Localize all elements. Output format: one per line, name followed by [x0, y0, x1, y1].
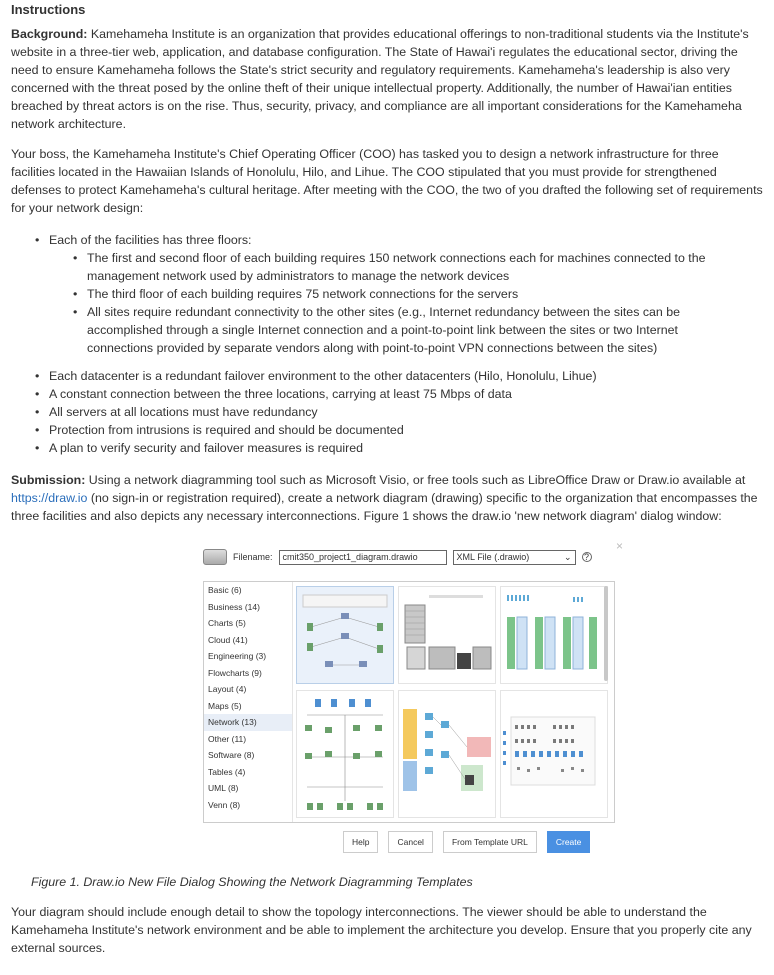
dialog-buttons — [343, 831, 590, 853]
category-item[interactable]: Basic (6) — [208, 585, 242, 595]
instructions-page — [0, 2, 774, 957]
list-item: • A constant connection between the three locations, carrying at least 75 Mbps of data — [11, 385, 763, 403]
submission-text: Using a network diagramming tool such as Microsoft Visio, or free tools such as LibreOffice Draw or Draw.io available at — [85, 473, 746, 487]
category-item[interactable]: Business (14) — [208, 601, 260, 612]
category-item[interactable]: Engineering (3) — [208, 651, 267, 661]
category-item[interactable]: Maps (5) — [208, 700, 242, 711]
template-thumbnails — [294, 582, 610, 822]
drive-icon — [203, 549, 227, 565]
create-button[interactable]: Create — [547, 831, 591, 853]
template-thumbnail-selected[interactable] — [296, 586, 394, 684]
category-item[interactable]: Flowcharts (9) — [208, 667, 262, 678]
category-item[interactable]: Software (8) — [208, 750, 255, 760]
figure-caption: Figure 1. Draw.io New File Dialog Showing the Network Diagramming Templates — [31, 875, 473, 889]
template-thumbnail[interactable] — [398, 586, 496, 684]
dialog-header — [203, 547, 623, 567]
scrollbar[interactable] — [604, 586, 608, 681]
template-browser — [203, 581, 615, 823]
template-thumbnail[interactable] — [398, 690, 496, 818]
filetype-value: XML File (.drawio) — [456, 551, 530, 562]
category-item[interactable]: Layout (4) — [208, 684, 247, 694]
from-template-url-button[interactable]: From Template URL — [443, 831, 537, 853]
template-thumbnail[interactable] — [500, 690, 608, 818]
submission-paragraph — [11, 471, 763, 525]
requirement-text: Each of the facilities has three floors: — [49, 233, 252, 247]
requirement-floors — [11, 231, 763, 249]
list-item: • The first and second floor of each building requires 150 network connections each for machines connected to the management network used by administrators to manage the network devices — [49, 249, 743, 285]
close-icon[interactable]: × — [615, 539, 623, 553]
list-item: • Protection from intrusions is required and should be documented — [11, 421, 763, 439]
template-thumbnail[interactable] — [500, 586, 608, 684]
list-item: • All servers at all locations must have redundancy — [11, 403, 763, 421]
list-item: • Each datacenter is a redundant failover environment to the other datacenters (Hilo, Honolulu, Lihue) — [11, 367, 763, 385]
submission-text-2: (no sign-in or registration required), create a network diagram (drawing) specific to the organization that encompasses the three facilities and also depicts any necessary interconnections. Figure 1 shows the draw.io 'new network diagram' dialog window: — [11, 491, 758, 523]
category-item[interactable]: UML (8) — [208, 783, 239, 793]
closing-paragraph: Your diagram should include enough detail to show the topology interconnections. The viewer should be able to understand the Kamehameha Institute's network environment and be able to implement the architecture you develop. Ensure that you properly cite any external sources. — [11, 905, 752, 955]
category-item[interactable]: Cloud (41) — [208, 634, 248, 645]
filetype-select[interactable] — [453, 550, 576, 565]
category-item[interactable]: Other (11) — [208, 733, 247, 744]
filename-input[interactable]: cmit350_project1_diagram.drawio — [279, 550, 447, 565]
chevron-down-icon: ⌄ — [563, 551, 572, 562]
filename-label: Filename: — [233, 552, 273, 562]
page-title: Instructions — [11, 2, 86, 17]
help-button[interactable]: Help — [343, 831, 378, 853]
background-label: Background: — [11, 27, 88, 41]
floor-requirements-list — [11, 249, 763, 357]
category-item[interactable]: Venn (8) — [208, 799, 241, 810]
list-item: • A plan to verify security and failover measures is required — [11, 439, 763, 457]
category-list — [204, 582, 293, 822]
category-item[interactable]: Tables (4) — [208, 766, 246, 777]
background-paragraph — [11, 25, 763, 133]
template-thumbnail[interactable] — [296, 690, 394, 818]
drawio-dialog-figure — [193, 539, 623, 857]
task-paragraph: Your boss, the Kamehameha Institute's Chief Operating Officer (COO) has tasked you to design a network infrastructure for three facilities located in the Hawaiian Islands of Honolulu, Hilo, and Lihue. The COO stipulated that you must provide for strengthened defenses to protect Kamehameha's cultural heritage. After meeting with the COO, the two of you drafted the following set of requirements for your network design: — [11, 147, 763, 215]
cancel-button[interactable]: Cancel — [388, 831, 432, 853]
submission-label: Submission: — [11, 473, 86, 487]
list-item: • The third floor of each building requires 75 network connections for the servers — [49, 285, 743, 303]
category-item[interactable]: Charts (5) — [208, 618, 246, 628]
more-requirements-list — [11, 367, 763, 457]
help-icon[interactable]: ? — [582, 552, 592, 562]
requirements-list — [11, 231, 763, 249]
category-item-network[interactable]: Network (13) — [204, 714, 292, 731]
list-item: • All sites require redundant connectivity to the other sites (e.g., Internet redundancy between the sites can be accomplished through a single Internet connection and a point-to-point link between the sites or two Internet connections provided by separate vendors along with point-to-point VPN connections between the sites) — [49, 303, 743, 357]
background-text: Kamehameha Institute is an organization that provides educational offerings to non-traditional students via the Institute's website in a three-tier web, application, and database configuration. The State of Hawai'i regulates the educational sector, driving the need to ensure Kamehameha follows the State's strict security and regulatory requirements. Kamehameha's leadership is also very concerned with the threat posed by the online theft of their unique intellectual property. Additionally, the number of Hawai'ian entities breached by threat actors is on the rise. Thus, security, privacy, and compliance are all important considerations for the Kamehameha network architecture. — [11, 27, 749, 131]
drawio-link[interactable]: https://draw.io — [11, 491, 88, 505]
